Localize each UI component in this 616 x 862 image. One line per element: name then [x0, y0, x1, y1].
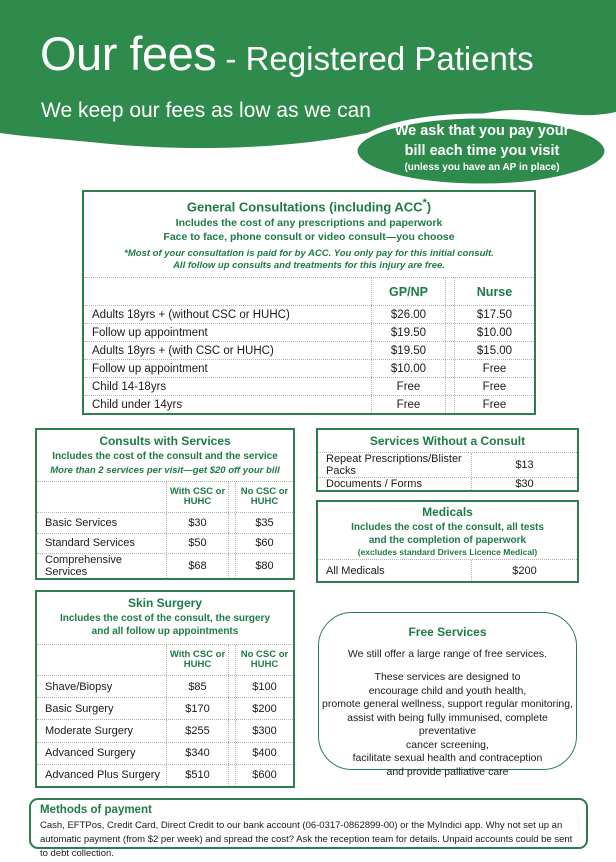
table-row: All Medicals $200	[318, 559, 577, 581]
badge-line2: bill each time you visit	[404, 143, 560, 159]
table-row: Adults 18yrs + (without CSC or HUHC) $26.00 $17.50	[84, 306, 534, 323]
free-services-panel	[318, 612, 577, 778]
table-row: Basic Services $30 $35	[37, 513, 293, 533]
page-title-suffix: - Registered Patients	[216, 40, 534, 77]
table-row: Adults 18yrs + (with CSC or HUHC) $19.50 $15.00	[84, 341, 534, 359]
methods-of-payment-title: Methods of payment	[40, 804, 152, 816]
badge-line3: (unless you have an AP in place)	[404, 162, 560, 173]
skin-surgery-column-headers	[37, 644, 293, 676]
table-row: Standard Services $50 $60	[37, 533, 293, 554]
general-subtitle-1: Includes the cost of any prescriptions and paperwork	[175, 217, 443, 230]
general-consultations-title: General Consultations (including ACC*)	[186, 197, 432, 215]
services-without-consult-table	[316, 428, 579, 492]
table-row: Basic Surgery $170 $200	[37, 697, 293, 719]
skin-surgery-header	[37, 592, 293, 638]
column-header-with-csc: With CSC or HUHC	[166, 482, 228, 512]
table-row: Advanced Surgery $340 $400	[37, 742, 293, 764]
table-row: Child under 14yrs Free Free	[84, 395, 534, 413]
free-services-intro: We still offer a large range of free services.	[347, 648, 548, 660]
consults-with-services-table	[35, 428, 295, 580]
acc-asterisk: *	[422, 197, 427, 209]
consults-title: Consults with Services	[99, 434, 231, 448]
badge-line1: We ask that you pay your	[394, 123, 570, 139]
consults-note: More than 2 services per visit—get $20 off your bill	[50, 465, 280, 476]
table-row: Follow up appointment $10.00 Free	[84, 359, 534, 377]
table-row: Shave/Biopsy $85 $100	[37, 676, 293, 697]
services-without-consult-title: Services Without a Consult	[318, 430, 577, 453]
table-row: Documents / Forms $30	[318, 477, 577, 490]
page-title-main: Our fees	[40, 27, 217, 80]
skin-surgery-subtitle-2: and all follow up appointments	[91, 626, 239, 637]
page-title	[40, 26, 534, 81]
medicals-subtitle-2: and the completion of paperwork	[368, 535, 527, 546]
table-row: Repeat Prescriptions/Blister Packs $13	[318, 453, 577, 477]
skin-surgery-subtitle-1: Includes the cost of the consult, the surgery	[59, 613, 271, 624]
general-acc-note-2: All follow up consults and treatments for this injury are free.	[173, 260, 445, 272]
column-header-no-csc: No CSC or HUHC	[240, 485, 289, 507]
general-consultations-table	[82, 190, 536, 415]
methods-of-payment-body: Cash, EFTPos, Credit Card, Direct Credit to our bank account (06-0317-0862899-00) or the MyIndici app. Why not set up an automatic payment (from $2 per week) and spread the cost? Ask the reception team for details. Unpaid accounts could be sent to debt collection.	[40, 820, 573, 859]
general-subtitle-2: Face to face, phone consult or video consult—you choose	[163, 230, 455, 243]
column-header-nurse: Nurse	[476, 284, 513, 299]
medicals-subtitle-1: Includes the cost of the consult, all tests	[351, 522, 544, 533]
medicals-title: Medicals	[422, 505, 473, 519]
consults-header	[37, 430, 293, 477]
table-row: Comprehensive Services $68 $80	[37, 553, 293, 578]
skin-surgery-title: Skin Surgery	[127, 596, 203, 610]
column-header-no-csc: No CSC or HUHC	[240, 648, 289, 670]
consults-subtitle: Includes the cost of the consult and the service	[52, 451, 278, 462]
medicals-note: (excludes standard Drivers Licence Medical)	[357, 547, 538, 557]
payment-badge	[356, 121, 608, 175]
general-consultations-header	[84, 192, 534, 272]
skin-surgery-table	[35, 590, 295, 788]
table-row: Advanced Plus Surgery $510 $600	[37, 764, 293, 786]
column-header-gp-np: GP/NP	[371, 278, 445, 305]
page-tagline: We keep our fees as low as we can	[41, 99, 371, 122]
table-row: Child 14-18yrs Free Free	[84, 377, 534, 395]
column-header-with-csc: With CSC or HUHC	[166, 645, 228, 675]
table-row: Moderate Surgery $255 $300	[37, 719, 293, 741]
medicals-table	[316, 500, 579, 583]
table-row: Follow up appointment $19.50 $10.00	[84, 323, 534, 341]
general-acc-note-1: *Most of your consultation is paid for by ACC. You only pay for this initial consult.	[124, 248, 494, 260]
medicals-header	[318, 502, 577, 557]
general-column-headers	[84, 277, 534, 306]
consults-column-headers	[37, 481, 293, 513]
free-services-description: These services are designed to encourage child and youth health, promote general wellness, support regular monitoring, assist with being fully immunised, complete preventative cancer screening, facilitate sexual health and contraception and provide palliative care	[322, 671, 573, 778]
methods-of-payment-panel	[29, 798, 588, 859]
free-services-title: Free Services	[408, 625, 487, 639]
